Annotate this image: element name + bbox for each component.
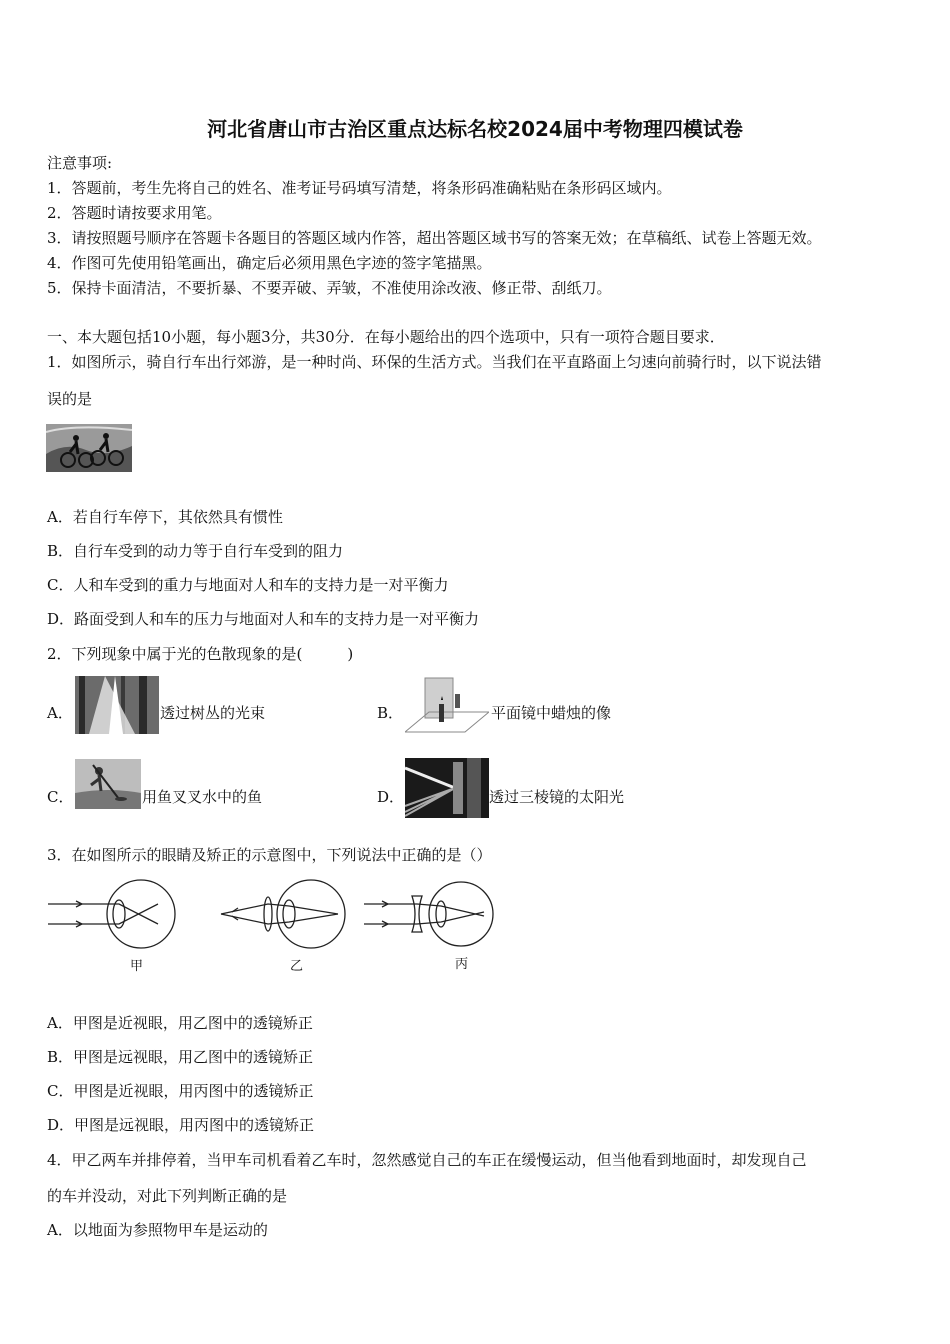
question-3-option-d: D．甲图是远视眼，用丙图中的透镜矫正	[47, 1116, 315, 1134]
figure-label-jia: 甲	[130, 959, 144, 974]
exam-title: 河北省唐山市古治区重点达标名校2024届中考物理四模试卷	[207, 117, 743, 141]
cyclists-image	[46, 424, 132, 472]
question-2-option-d-text: 透过三棱镜的太阳光	[489, 788, 625, 806]
question-2-option-a-text: 透过树丛的光束	[160, 704, 266, 722]
question-1-stem-cont: 误的是	[47, 390, 93, 408]
figure-label-bing: 丙	[455, 957, 469, 972]
question-2-option-a-letter: A．	[47, 704, 73, 722]
notice-item: 4．作图可先使用铅笔画出，确定后必须用黑色字迹的签字笔描黑。	[47, 254, 492, 272]
mirror-candle-image	[405, 676, 489, 734]
question-2-option-c-letter: C．	[47, 788, 74, 806]
notice-heading: 注意事项:	[47, 154, 113, 172]
notice-item: 3．请按照题号顺序在答题卡各题目的答题区域内作答，超出答题区域书写的答案无效；在草稿纸、试卷上答题无效。	[47, 229, 822, 247]
notice-item: 2．答题时请按要求用笔。	[47, 204, 222, 222]
question-2-option-b-letter: B．	[377, 704, 404, 722]
question-4-stem: 4．甲乙两车并排停着，当甲车司机看着乙车时，忽然感觉自己的车正在缓慢运动，但当他看到地面时，却发现自己	[47, 1151, 807, 1169]
tree-light-beam-image	[75, 676, 159, 734]
question-3-option-a: A．甲图是近视眼，用乙图中的透镜矫正	[47, 1014, 313, 1032]
question-2-option-c-text: 用鱼叉叉水中的鱼	[142, 788, 263, 806]
question-4-option-a: A．以地面为参照物甲车是运动的	[47, 1221, 268, 1239]
question-2-option-d-letter: D．	[377, 788, 405, 806]
eye-diagrams-figure	[46, 876, 496, 980]
notice-item: 5．保持卡面清洁，不要折暴、不要弄破、弄皱，不准使用涂改液、修正带、刮纸刀。	[47, 279, 612, 297]
figure-label-yi: 乙	[290, 959, 304, 974]
question-3-stem: 3．在如图所示的眼睛及矫正的示意图中，下列说法中正确的是（）	[47, 846, 492, 864]
question-1-option-a: A．若自行车停下，其依然具有惯性	[47, 508, 283, 526]
question-1-option-b: B．自行车受到的动力等于自行车受到的阻力	[47, 542, 344, 560]
question-2-option-b-text: 平面镜中蜡烛的像	[491, 704, 612, 722]
prism-sunlight-image	[405, 758, 489, 818]
question-1-stem: 1．如图所示，骑自行车出行郊游，是一种时尚、环保的生活方式。当我们在平直路面上匀速向前骑行时，以下说法错	[47, 353, 822, 371]
question-3-option-c: C．甲图是近视眼，用丙图中的透镜矫正	[47, 1082, 314, 1100]
question-1-option-d: D．路面受到人和车的压力与地面对人和车的支持力是一对平衡力	[47, 610, 480, 628]
question-2-stem: 2．下列现象中属于光的色散现象的是( )	[47, 645, 354, 663]
section-heading: 一、本大题包括10小题，每小题3分，共30分．在每小题给出的四个选项中，只有一项符合题目要求．	[47, 328, 725, 346]
question-1-option-c: C．人和车受到的重力与地面对人和车的支持力是一对平衡力	[47, 576, 449, 594]
fish-spear-image	[75, 759, 141, 809]
notice-item: 1．答题前，考生先将自己的姓名、准考证号码填写清楚，将条形码准确粘贴在条形码区域内。	[47, 179, 672, 197]
question-4-stem-cont: 的车并没动，对此下列判断正确的是	[47, 1187, 288, 1205]
question-3-option-b: B．甲图是远视眼，用乙图中的透镜矫正	[47, 1048, 314, 1066]
